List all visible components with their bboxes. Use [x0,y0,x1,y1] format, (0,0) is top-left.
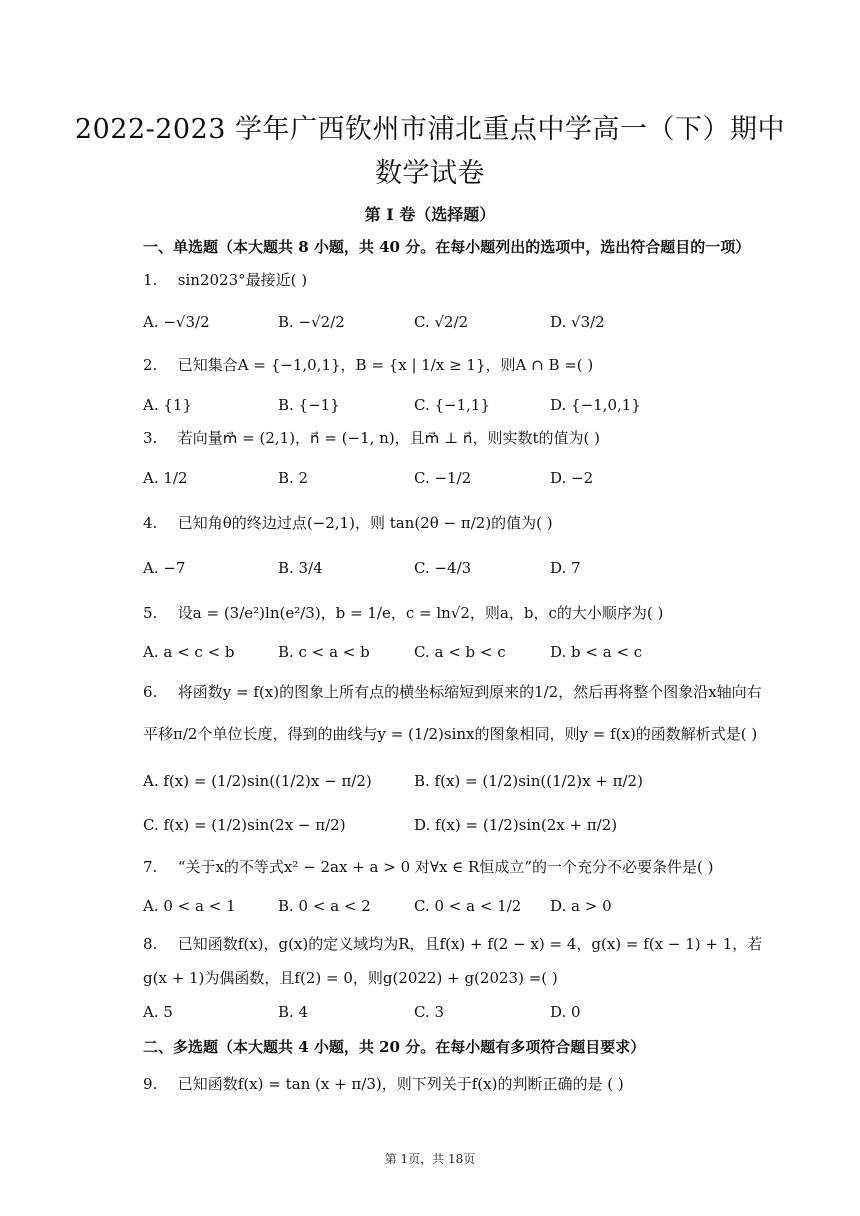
option-b: B. c < a < b [278,643,370,661]
option-b: B. −√2/2 [278,313,345,331]
question-text: 将函数y = f(x)的图象上所有点的横坐标缩短到原来的1/2，然后再将整个图象沿x轴向右 [177,683,762,701]
question-4 [143,513,553,533]
option-a: A. {1} [143,396,192,414]
question-7 [143,857,713,877]
question-number: 9. [143,1075,158,1093]
option-b: B. f(x) = (1/2)sin((1/2)x + π/2) [414,772,643,790]
question-6 [143,682,762,702]
section-multiple-choice: 二、多选题（本大题共 4 小题，共 20 分。在每小题有多项符合题目要求） [143,1038,646,1056]
question-1 [143,270,307,290]
question-text: 已知集合A = {−1,0,1}，B = {x | 1/x ≥ 1}，则A ∩ B =( ) [177,356,594,374]
question-text: 已知函数f(x)，g(x)的定义域均为R，且f(x) + f(2 − x) = 4，g(x) = f(x − 1) + 1，若 [177,935,763,953]
option-c: C. −4/3 [414,559,472,577]
option-c: C. 0 < a < 1/2 [414,897,522,915]
option-a: A. 0 < a < 1 [143,897,236,915]
option-a: A. 5 [143,1003,173,1021]
question-text: 已知函数f(x) = tan (x + π/3)，则下列关于f(x)的判断正确的是 ( ) [177,1075,624,1093]
option-c: C. −1/2 [414,469,472,487]
option-d: D. 7 [550,559,581,577]
question-9 [143,1074,624,1094]
question-number: 7. [143,858,158,876]
option-d: D. b < a < c [550,643,643,661]
option-c: C. f(x) = (1/2)sin(2x − π/2) [143,816,346,834]
question-number: 3. [143,429,158,447]
option-b: B. 3/4 [278,559,323,577]
option-d: D. −2 [550,469,594,487]
exam-title-line1: 2022-2023 学年广西钦州市浦北重点中学高一（下）期中 [74,114,786,145]
option-b: B. 4 [278,1003,309,1021]
question-5 [143,603,663,623]
section-single-choice: 一、单选题（本大题共 8 小题，共 40 分。在每小题列出的选项中，选出符合题目的一项） [143,238,751,256]
option-c: C. √2/2 [414,313,469,331]
option-b: B. 2 [278,469,309,487]
option-a: A. 1/2 [143,469,188,487]
question-text: 设a = (3/e²)ln(e²/3)，b = 1/e，c = ln√2，则a，b，c的大小顺序为( ) [177,604,664,622]
question-6-continued: 平移π/2个单位长度，得到的曲线与y = (1/2)sinx的图象相同，则y = f(x)的函数解析式是( ) [143,725,758,743]
volume-heading: 第 I 卷（选择题） [364,205,496,224]
option-c: C. {−1,1} [414,396,490,414]
option-d: D. {−1,0,1} [550,396,641,414]
question-text: 若向量m⃗ = (2,1)，n⃗ = (−1, n)，且m⃗ ⊥ n⃗，则实数t的值为( ) [177,429,600,447]
option-a: A. −7 [143,559,186,577]
exam-title-line2: 数学试卷 [375,158,485,189]
question-number: 4. [143,514,158,532]
question-number: 8. [143,935,158,953]
option-d: D. √3/2 [550,313,605,331]
question-3 [143,428,600,448]
question-number: 6. [143,683,158,701]
option-a: A. a < c < b [143,643,235,661]
option-b: B. 0 < a < 2 [278,897,371,915]
option-d: D. a > 0 [550,897,612,915]
option-b: B. {−1} [278,396,340,414]
question-8-continued: g(x + 1)为偶函数，且f(2) = 0，则g(2022) + g(2023) =( ) [143,969,558,987]
page-footer: 第 1页，共 18页 [384,1152,476,1166]
option-d: D. 0 [550,1003,581,1021]
question-number: 5. [143,604,158,622]
option-a: A. −√3/2 [143,313,210,331]
question-8 [143,934,762,954]
option-c: C. a < b < c [414,643,506,661]
question-2 [143,355,593,375]
question-text: 已知角θ的终边过点(−2,1)，则 tan(2θ − π/2)的值为( ) [177,514,553,532]
option-a: A. f(x) = (1/2)sin((1/2)x − π/2) [143,772,372,790]
question-number: 2. [143,356,158,374]
option-c: C. 3 [414,1003,445,1021]
option-d: D. f(x) = (1/2)sin(2x + π/2) [414,816,618,834]
question-text: sin2023°最接近( ) [177,271,308,289]
question-text: “关于x的不等式x² − 2ax + a > 0 对∀x ∈ R恒成立”的一个充分不必要条件是( ) [177,858,714,876]
question-number: 1. [143,271,158,289]
